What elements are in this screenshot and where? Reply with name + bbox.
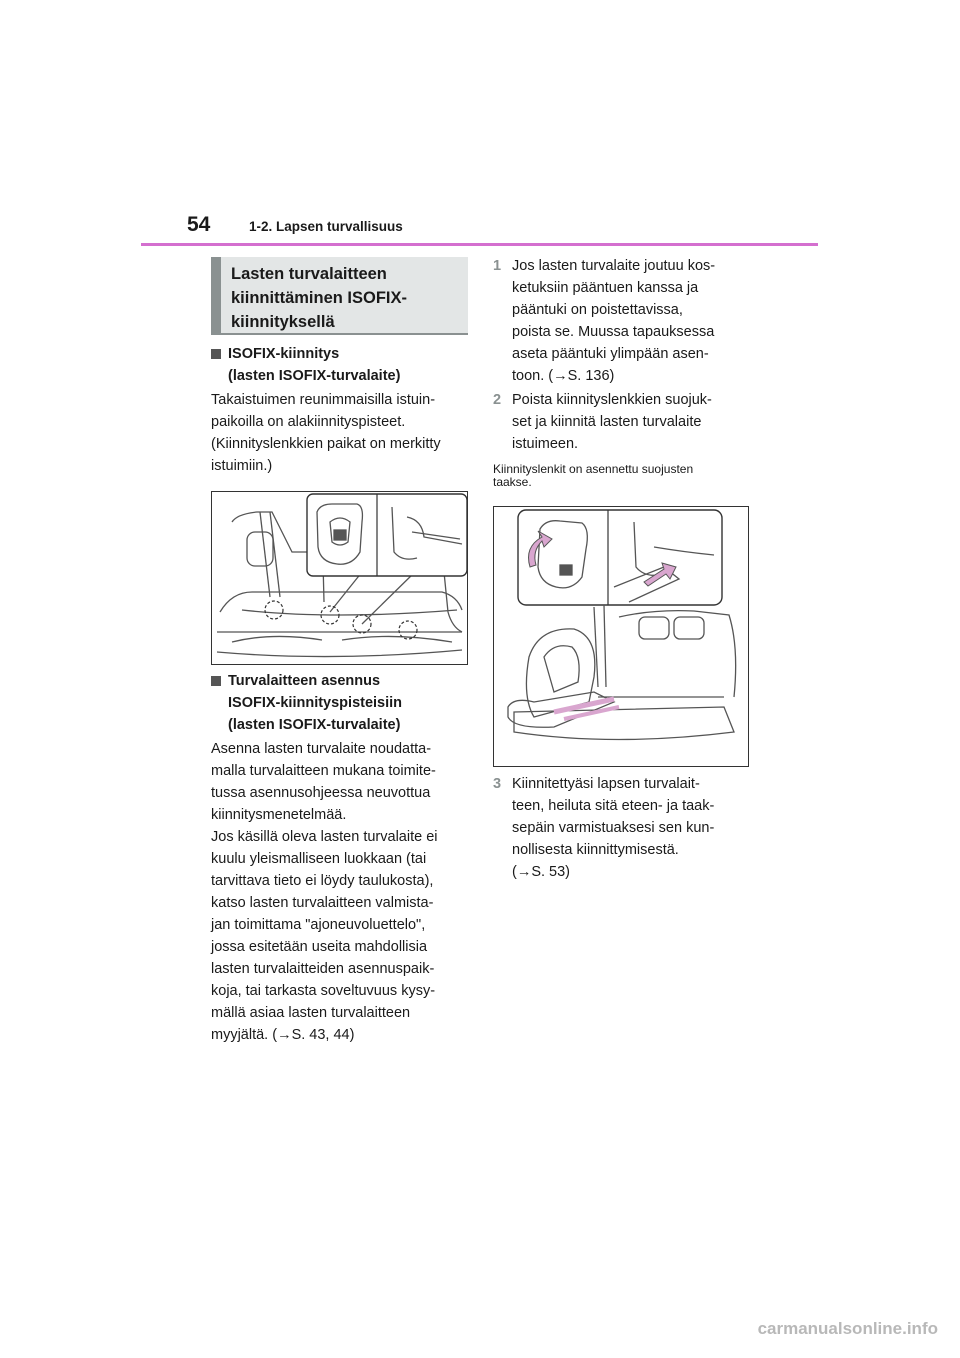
note-anchor-covers: Kiinnityslenkit on asennettu suojusten taakse.	[493, 462, 694, 489]
page-number: 54	[187, 213, 211, 236]
step-1-number: 1	[493, 258, 502, 274]
subheading-installation	[211, 670, 468, 736]
section-title-line-2: kiinnittäminen ISOFIX-	[231, 289, 408, 307]
paragraph-installation-instructions: Asenna lasten turvalaite noudatta- malla turvalaitteen mukana toimite- tussa asennusohjeessa neuvottua kiinnitysmenetelmää. Jos käsillä oleva lasten turvalaite ei kuulu yleismalliseen luokkaan (tai tarvittava tieto ei löydy taulukosta), katso lasten turvalaitteen valmista- jan toimittama "ajoneuvoluettelo", jossa esitetään useita mahdollisia lasten turvalaitteiden asennuspaik- koja, tai tarkasta soveltuvuus kysy- mällä asiaa lasten turvalaitteen myyjältä. (→S. 43, 44)	[211, 741, 438, 1043]
child-seat-illustration	[494, 507, 748, 766]
step-3	[493, 773, 753, 883]
section-heading-box	[211, 257, 468, 335]
figure-child-seat-installation	[493, 506, 749, 767]
step-2-number: 2	[493, 392, 502, 408]
section-title-line-3: kiinnityksellä	[231, 313, 335, 331]
subheading-isofix-text: ISOFIX-kiinnitys (lasten ISOFIX-turvalaite)	[228, 346, 401, 384]
square-bullet-icon	[211, 349, 221, 359]
section-title-line-1: Lasten turvalaitteen	[231, 265, 387, 283]
step-3-text: Kiinnitettyäsi lapsen turvalait- teen, heiluta sitä eteen- ja taak- sepäin varmistuaksesi sen kun- nollisesta kiinnittymisestä. (→S. 53)	[512, 776, 715, 880]
step-2	[493, 389, 753, 455]
figure-isofix-anchor-locations	[211, 491, 468, 665]
chapter-title: 1-2. Lapsen turvallisuus	[249, 219, 403, 234]
step-3-number: 3	[493, 776, 502, 792]
subheading-installation-text: Turvalaitteen asennus ISOFIX-kiinnityspisteisiin (lasten ISOFIX-turvalaite)	[228, 673, 403, 733]
step-1	[493, 255, 753, 387]
header-rule	[141, 243, 818, 246]
seat-anchors-illustration	[212, 492, 467, 664]
subheading-isofix	[211, 343, 468, 387]
square-bullet-icon	[211, 676, 221, 686]
step-1-text: Jos lasten turvalaite joutuu kos- ketuksiin pääntuen kanssa ja pääntuki on poistettavissa, poista se. Muussa tapauksessa aseta pääntuki ylimpään asen- toon. (→S. 136)	[512, 258, 716, 384]
watermark: carmanualsonline.info	[757, 1319, 938, 1338]
paragraph-anchor-points: Takaistuimen reunimmaisilla istuin- paikoilla on alakiinnityspisteet. (Kiinnityslenkkien paikat on merkitty istuimiin.)	[211, 392, 441, 474]
step-2-text: Poista kiinnityslenkkien suojuk- set ja kiinnitä lasten turvalaite istuimeen.	[512, 392, 712, 452]
